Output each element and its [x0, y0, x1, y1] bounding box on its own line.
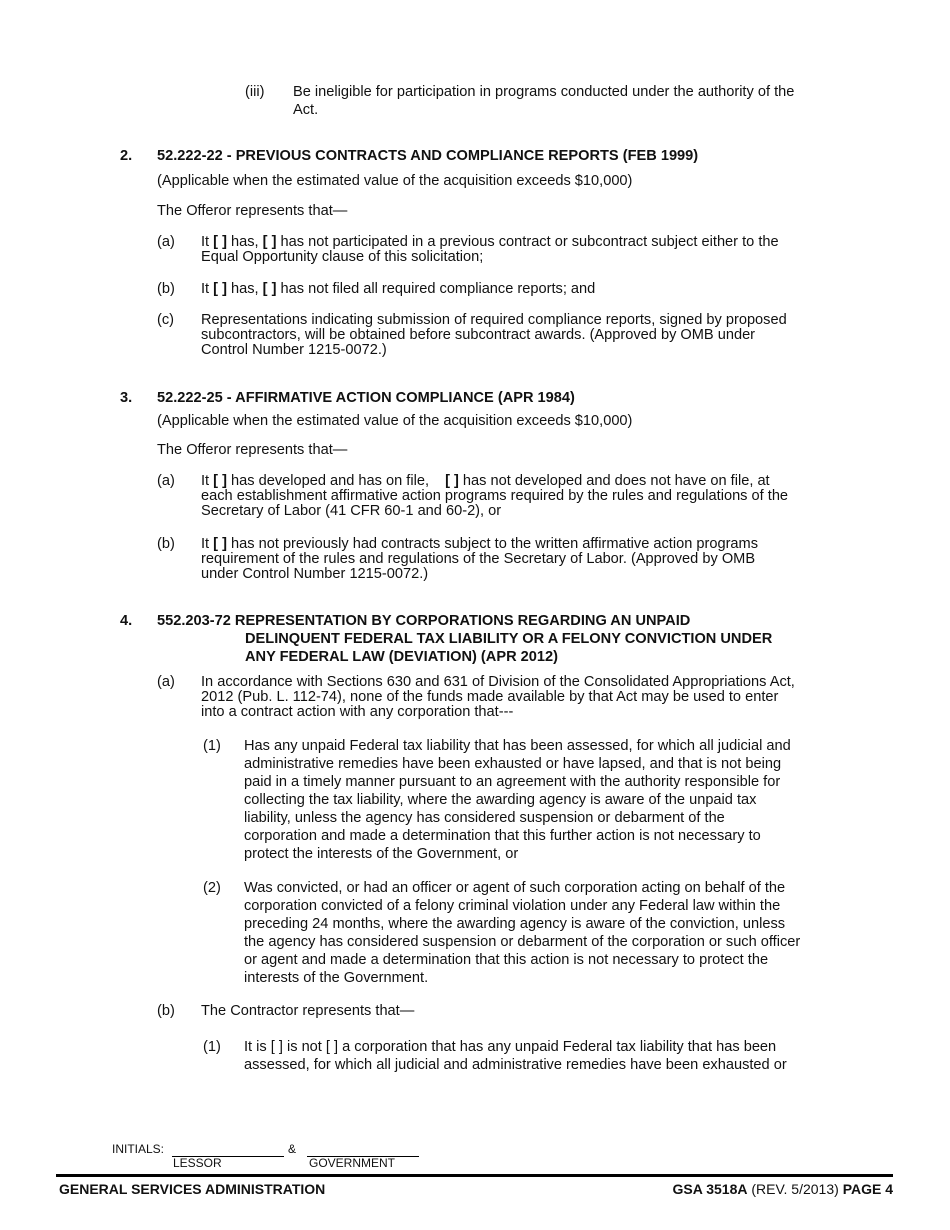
s2-b-it: It: [201, 281, 210, 297]
s3-b-it: It: [201, 536, 210, 552]
s2-a-it: It: [201, 234, 210, 250]
government-label: GOVERNMENT: [309, 1156, 396, 1170]
s4-a2-line: interests of the Government.: [244, 970, 429, 986]
item-iii-marker: (iii): [245, 84, 265, 100]
s2-a-line1: [201, 235, 779, 250]
s2-c-line3: Control Number 1215-0072.): [201, 342, 387, 358]
lessor-label: LESSOR: [173, 1156, 222, 1170]
s4-a1-line: administrative remedies have been exhausted or have lapsed, and that is not being: [244, 756, 782, 772]
s3-b-line1: [201, 537, 758, 552]
s4-b-text: The Contractor represents that—: [201, 1003, 415, 1019]
s4-b1-line: It is [ ] is not [ ] a corporation that has any unpaid Federal tax liability that has been: [244, 1039, 777, 1055]
s3-a-line2: each establishment affirmative action programs required by the rules and regulations of the: [201, 488, 789, 504]
s4-a-line2: 2012 (Pub. L. 112-74), none of the funds made available by that Act may be used to enter: [201, 689, 779, 705]
s4-a2-line: Was convicted, or had an officer or agent of such corporation acting on behalf of the: [244, 880, 786, 896]
s2-a-checkbox-has-not[interactable]: [ ]: [262, 234, 277, 250]
section-3-offeror: The Offeror represents that—: [157, 442, 348, 458]
section-3-title: 52.222-25 - AFFIRMATIVE ACTION COMPLIANCE (APR 1984): [157, 390, 575, 406]
s3-b-line3: under Control Number 1215-0072.): [201, 566, 429, 582]
section-2-title: 52.222-22 - PREVIOUS CONTRACTS AND COMPLIANCE REPORTS (FEB 1999): [157, 148, 699, 164]
section-4-title-line1: 552.203-72 REPRESENTATION BY CORPORATIONS REGARDING AN UNPAID: [157, 613, 691, 629]
section-3-number: 3.: [120, 390, 133, 406]
footer-agency: GENERAL SERVICES ADMINISTRATION: [59, 1181, 326, 1197]
s3-a-mid: has developed and has on file,: [231, 473, 429, 489]
s4-a2-line: preceding 24 months, where the awarding agency is aware of the conviction, unless: [244, 916, 786, 932]
s3-a-rest: has not developed and does not have on file, at: [462, 473, 770, 489]
s4-b1-text: [244, 1038, 787, 1074]
section-3-applicable: (Applicable when the estimated value of the acquisition exceeds $10,000): [157, 413, 633, 429]
section-2-offeror: The Offeror represents that—: [157, 203, 348, 219]
s4-a1-line: Has any unpaid Federal tax liability that has been assessed, for which all judicial and: [244, 738, 791, 754]
footer-form-revision: (REV. 5/2013): [751, 1181, 839, 1197]
s2-c-marker: (c): [157, 312, 175, 328]
s4-a2-line: the agency has considered suspension or debarment of the corporation or such officer: [244, 934, 801, 950]
s4-b-marker: (b): [157, 1003, 175, 1019]
s4-a1-line: corporation and made a determination that this further action is not necessary to: [244, 828, 761, 844]
s4-a-line1: In accordance with Sections 630 and 631 of Division of the Consolidated Appropriations Act,: [201, 674, 795, 690]
initials-label: INITIALS:: [112, 1142, 165, 1156]
s2-b-marker: (b): [157, 281, 175, 297]
s4-a-line3: into a contract action with any corporation that---: [201, 704, 514, 720]
footer-form-number: GSA 3518A: [672, 1181, 748, 1197]
s4-b1-line: assessed, for which all judicial and administrative remedies have been exhausted or: [244, 1057, 787, 1073]
s4-a2-line: corporation convicted of a felony criminal violation under any Federal law within the: [244, 898, 781, 914]
item-iii-line1: Be ineligible for participation in programs conducted under the authority of the: [293, 84, 795, 100]
s3-a-checkbox-not-developed[interactable]: [ ]: [445, 473, 459, 489]
s4-a2-marker: (2): [203, 880, 221, 896]
s3-a-line3: Secretary of Labor (41 CFR 60-1 and 60-2), or: [201, 503, 502, 519]
s2-c-line1: Representations indicating submission of required compliance reports, signed by proposed: [201, 312, 787, 328]
s2-a-line2: Equal Opportunity clause of this solicitation;: [201, 249, 484, 265]
s3-a-line1: [201, 474, 770, 489]
section-4-number: 4.: [120, 613, 133, 629]
s4-a1-line: liability, unless the agency has considered suspension or debarment of the: [244, 810, 725, 826]
s2-a-checkbox-has[interactable]: [ ]: [213, 234, 227, 250]
section-2-applicable: (Applicable when the estimated value of the acquisition exceeds $10,000): [157, 173, 633, 189]
s4-a1-line: paid in a timely manner pursuant to an agreement with the authority responsible for: [244, 774, 781, 790]
s3-b-checkbox-not-previously[interactable]: [ ]: [213, 536, 227, 552]
s2-a-has: has,: [231, 234, 259, 250]
s4-a2-text: [244, 879, 800, 987]
s2-a-marker: (a): [157, 234, 175, 250]
s3-a-it: It: [201, 473, 210, 489]
footer-form-id: [673, 1181, 894, 1197]
s4-a2-line: or agent and made a determination that this action is not necessary to protect the: [244, 952, 769, 968]
s2-b-checkbox-has-not[interactable]: [ ]: [262, 281, 277, 297]
s3-b-rest: has not previously had contracts subject to the written affirmative action programs: [231, 536, 759, 552]
s2-b-checkbox-has[interactable]: [ ]: [213, 281, 227, 297]
s2-c-line2: subcontractors, will be obtained before subcontract awards. (Approved by OMB under: [201, 327, 756, 343]
s4-b1-marker: (1): [203, 1039, 221, 1055]
s3-a-marker: (a): [157, 473, 175, 489]
s3-b-line2: requirement of the rules and regulations of the Secretary of Labor. (Approved by OMB: [201, 551, 756, 567]
s2-b-has: has,: [231, 281, 259, 297]
s3-b-marker: (b): [157, 536, 175, 552]
initials-ampersand: &: [288, 1142, 297, 1156]
s4-a1-line: protect the interests of the Government, or: [244, 846, 519, 862]
section-2-number: 2.: [120, 148, 133, 164]
footer-page-number: PAGE 4: [842, 1181, 893, 1197]
s2-b-rest: has not filed all required compliance reports; and: [280, 281, 596, 297]
s2-a-rest: has not participated in a previous contract or subcontract subject either to the: [280, 234, 779, 250]
s4-a1-line: collecting the tax liability, where the awarding agency is aware of the unpaid tax: [244, 792, 757, 808]
s3-a-checkbox-developed[interactable]: [ ]: [213, 473, 227, 489]
s4-a-marker: (a): [157, 674, 175, 690]
s4-a1-text: [244, 737, 791, 863]
item-iii-line2: Act.: [293, 102, 319, 118]
footer-rule: [56, 1174, 893, 1177]
section-4-title-line2: DELINQUENT FEDERAL TAX LIABILITY OR A FELONY CONVICTION UNDER: [245, 631, 773, 647]
section-4-title-line3: ANY FEDERAL LAW (DEVIATION) (APR 2012): [245, 649, 558, 665]
s2-b-line1: [201, 282, 595, 297]
s4-a1-marker: (1): [203, 738, 221, 754]
